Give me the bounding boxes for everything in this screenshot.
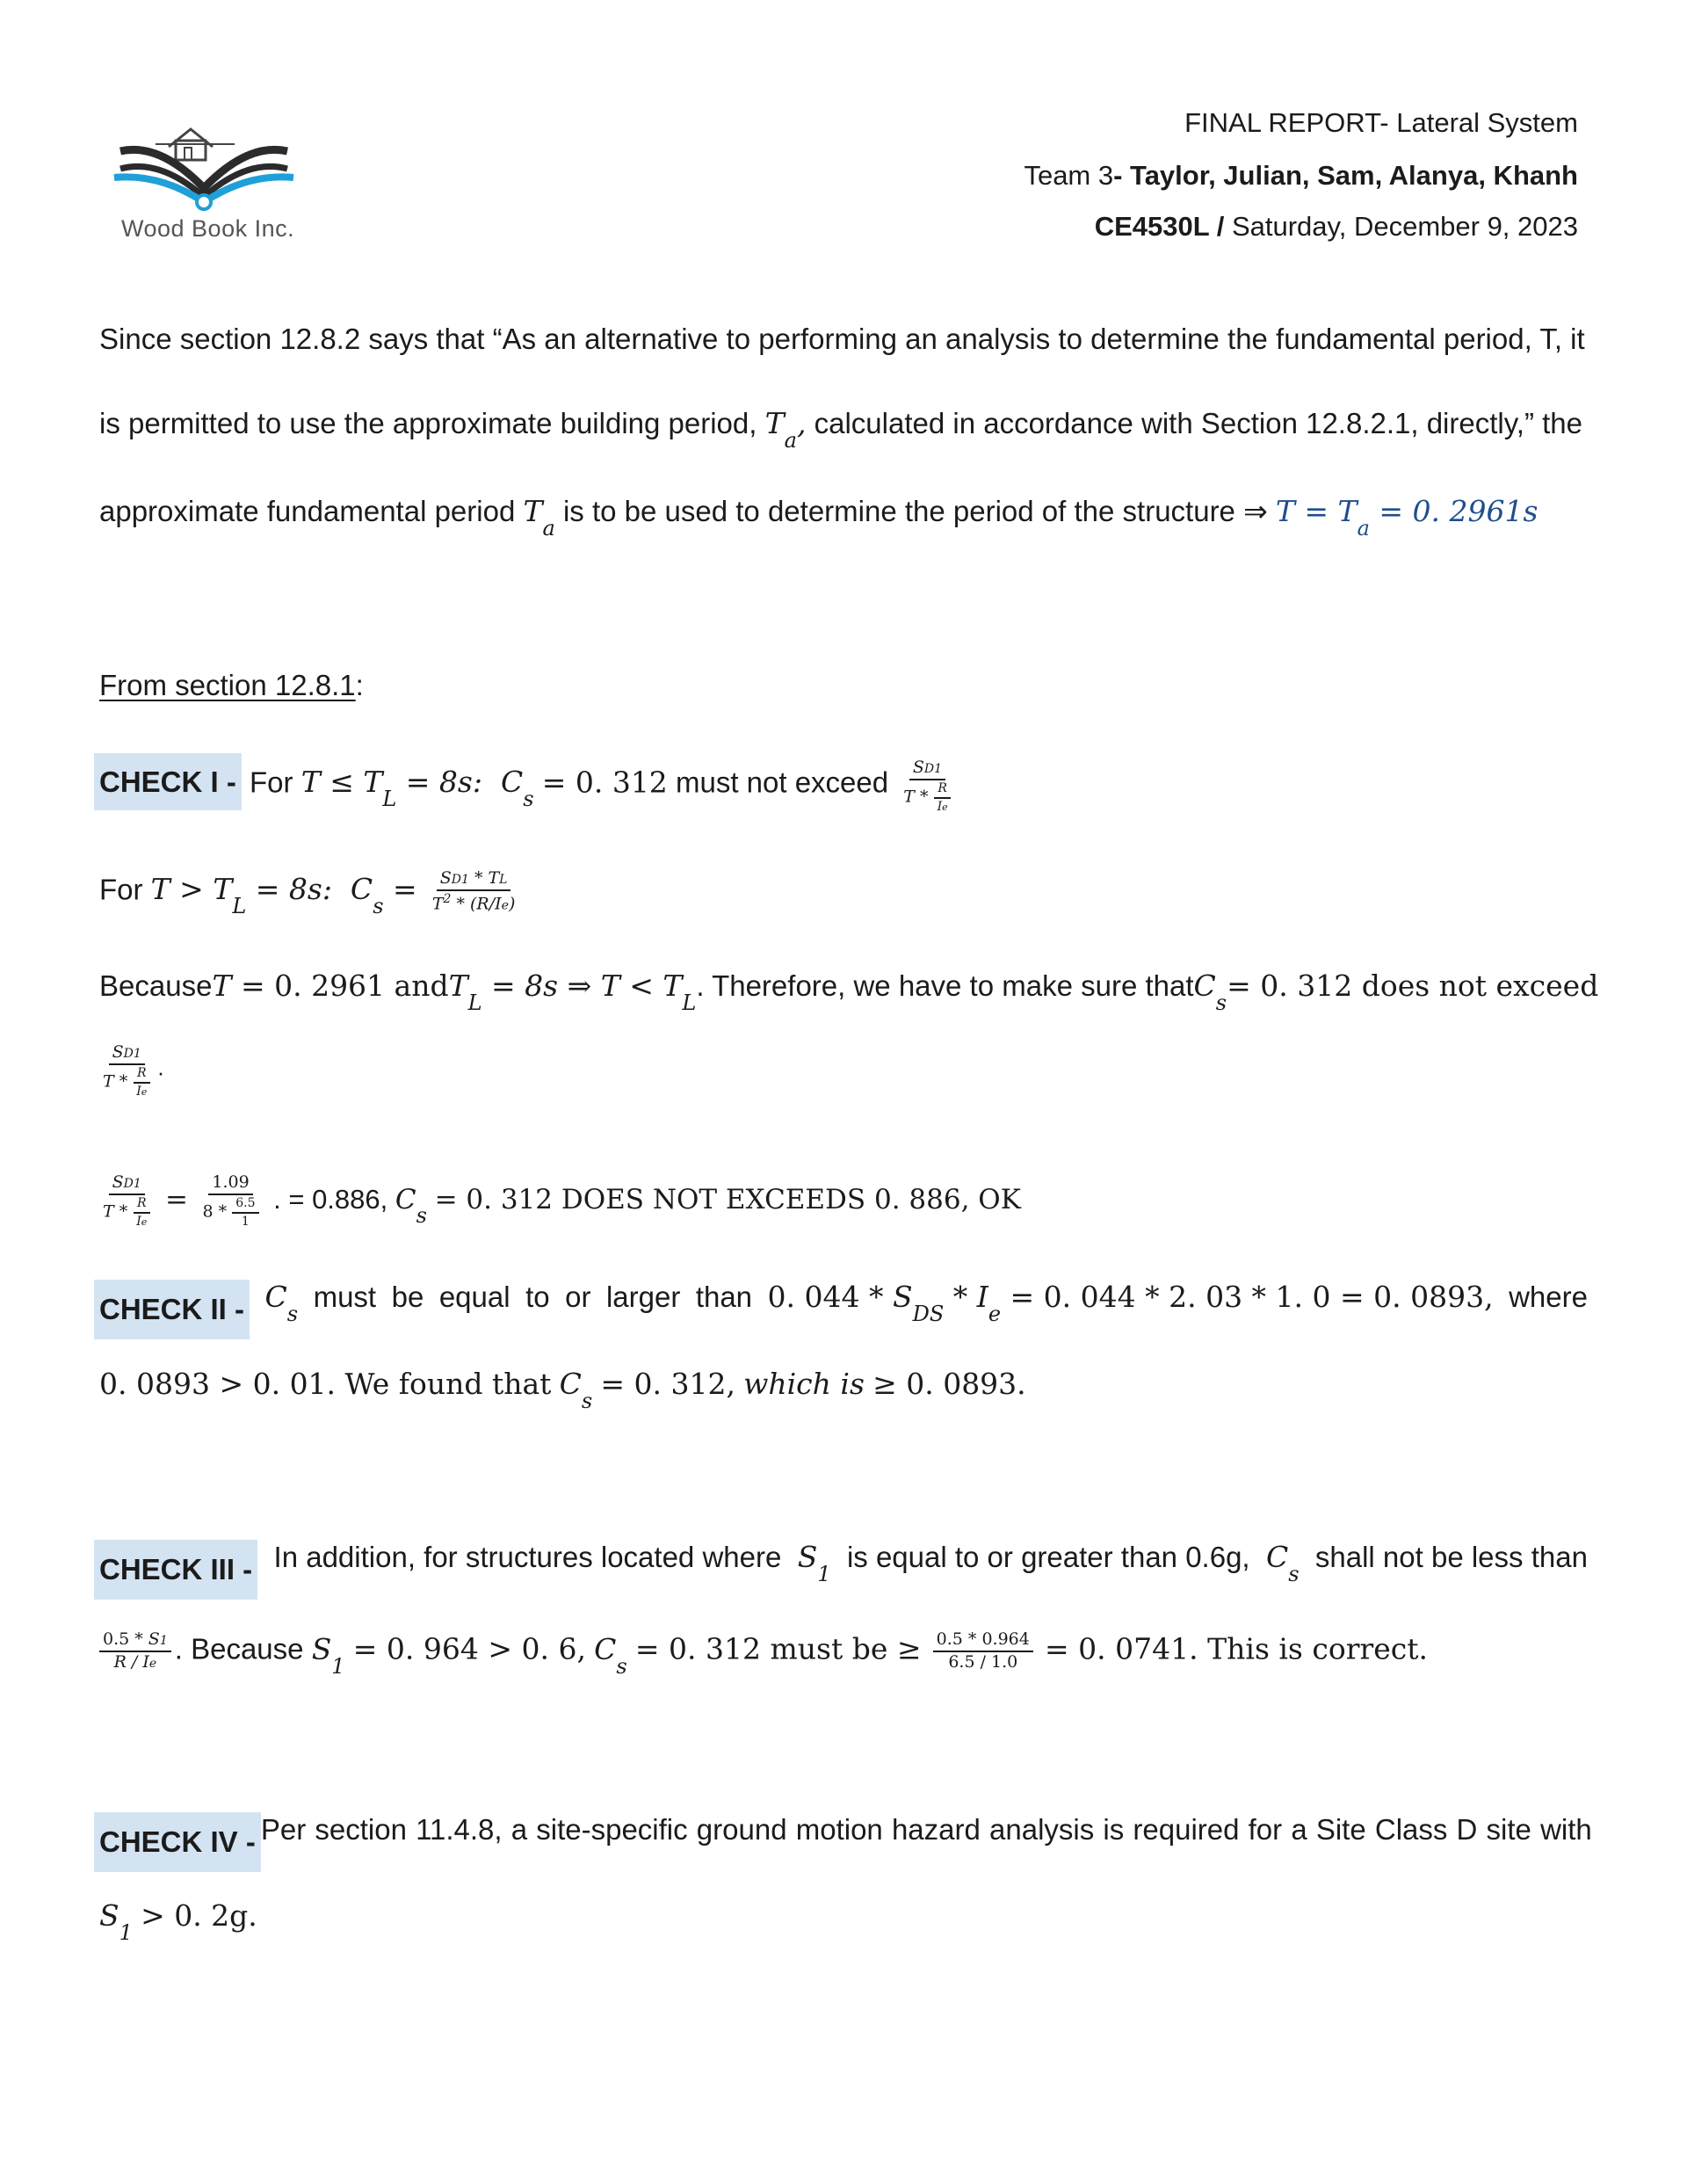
check3-result: = 0. 0741. This is correct. [1045, 1631, 1429, 1666]
check2-word-6: than [695, 1281, 753, 1313]
check1-t-eq: = 0. 2961 and [240, 969, 449, 1003]
check4-cmp: > 0. 2g. [141, 1898, 257, 1933]
check3-s1-2: $S_1$ [311, 1631, 345, 1679]
team-members: - Taylor, Julian, Sam, Alanya, Khanh [1113, 160, 1578, 191]
check2-text-2a: 0. 0893 > 0. 01. We found that [99, 1367, 552, 1401]
check4-s1: $S_1$ [99, 1898, 133, 1945]
check3-line [99, 1540, 1588, 1600]
check4-label: CHECK IV - [94, 1812, 261, 1872]
math-ta-2: $T_a$ [523, 494, 555, 541]
check1-label: CHECK I - [94, 753, 242, 810]
check4-line-2 [99, 1898, 257, 1945]
check2-word-0: must [313, 1281, 377, 1313]
logo-text: Wood Book Inc. [121, 215, 295, 242]
check3-because: . Because [174, 1632, 304, 1665]
check1-t-value: T = 0. 2961 and [212, 969, 449, 1003]
check2-which-is: which is [743, 1367, 865, 1401]
calc-num: 1.09 [208, 1174, 252, 1195]
check2-expr-value: = 0. 044 * 2. 03 * 1. 0 = 0. 0893, [1010, 1280, 1494, 1314]
book-house-logo-icon [107, 107, 300, 213]
calc-cs: $C_s$ [395, 1183, 427, 1228]
check3-cs: $C_s$ [1265, 1540, 1300, 1586]
check3-min-fraction: $\frac{0.5 * S1}{R / Ie}$ [99, 1631, 171, 1672]
check2-word-2: equal [438, 1281, 510, 1313]
intro-text-3b: is to be used to determine the period of the structure ⇒ [562, 495, 1268, 527]
check1-because-line [99, 969, 1599, 1015]
check1-fraction: SD1 T * $\frac{R}{Ie}$ [900, 759, 954, 813]
check3-value-fraction [933, 1631, 1033, 1672]
team-line [1024, 160, 1578, 192]
report-date: Saturday, December 9, 2023 [1224, 211, 1578, 242]
check4-text: Per section 11.4.8, a site-specific ground motion hazard analysis is required for a Site Class D site with [260, 1813, 1592, 1846]
calc-i: 1 [241, 1214, 250, 1229]
check1-for2-line [99, 868, 522, 919]
check2-word-4: or [565, 1281, 591, 1313]
check1-calc-frac-left: SD1 T * $\frac{R}{Ie}$ [99, 1174, 154, 1228]
check3-cs-cmp: = 0. 312 must be ≥ [634, 1631, 922, 1666]
check1-calc-frac-right [199, 1174, 263, 1228]
check3-text-b: is equal to or greater than 0.6g, [846, 1541, 1250, 1573]
check1-fraction-2: $\frac{SD1 * TL}{T^2 * (R/Ie)}$ [431, 868, 516, 914]
report-title: FINAL REPORT- Lateral System [1184, 107, 1578, 138]
check3-frac-den: 6.5 / 1.0 [948, 1651, 1018, 1672]
intro-text-3a: approximate fundamental period [99, 495, 516, 527]
check2-text-2d: ≥ 0. 0893. [872, 1367, 1026, 1401]
check1-line [99, 758, 959, 814]
check2-text-2b: = 0. 312, [600, 1367, 735, 1401]
company-logo [107, 107, 300, 242]
check2-expr: 0. $044 * S_{DS} * I_e = 0$. 044 * 2. 03 * 1. 0 = 0. 0893, [767, 1280, 1494, 1326]
check2-word-5: larger [605, 1281, 681, 1313]
period-value: = 0. 2961s [1379, 494, 1539, 528]
course-date-line [1095, 211, 1578, 243]
intro-text-1: Since section 12.8.2 says that “As an alternative to performing an analysis to determine the fundamental period, T, it [99, 323, 1585, 355]
check3-s1: $S_1$ [797, 1540, 831, 1586]
check2-line [99, 1280, 1588, 1339]
period-equation: $T = T_a = 0$. 2961s [1275, 494, 1539, 541]
math-ta: $T_a$, [764, 406, 807, 453]
intro-text-2a: is permitted to use the approximate building period, [99, 407, 757, 439]
check1-condition: $T \le T_L = 8s$: $C_s$ [300, 765, 534, 812]
check3-text-c: shall not be less than [1314, 1541, 1588, 1573]
check2-cs: $C_s$ [264, 1280, 299, 1326]
check3-frac-num: 0.5 * 0.964 [933, 1631, 1033, 1652]
check1-therefore: . Therefore, we have to make sure that [696, 969, 1194, 1002]
check1-not-exceed: = 0. 312 does not exceed [1227, 969, 1599, 1003]
check1-cs-value: = 0. 312 [541, 765, 668, 800]
check1-cs: $C_s$ [1193, 969, 1227, 1015]
check2-cs-2: $C_s$ [559, 1367, 593, 1413]
check1-ratio-fraction: SD1 T * $\frac{R}{Ie}$ . [103, 1042, 164, 1099]
check1-condition-2: $T > T_L = 8s$: $C_s$ = [150, 872, 417, 919]
check1-tl-cmp: $T_L = 8s$ ⇒ $T < T_L$ [448, 969, 697, 1015]
check3-line-2 [99, 1629, 1429, 1679]
section-heading-text: From section 12.8.1 [99, 669, 356, 701]
check1-for: For [250, 765, 293, 799]
check1-calc-line: SD1 T * $\frac{R}{Ie}$ = 1.09 8 * $\frac{6.5}{1}$ . = 0.886, $C_s = 0$. 312 DOES NOT EXCEEDS 0. 886, OK [99, 1174, 1021, 1228]
calc-r: 6.5 [232, 1197, 258, 1214]
calc-den: 8 * [202, 1201, 228, 1222]
calc-conclusion: = 0. 312 DOES NOT EXCEEDS 0. 886, OK [434, 1183, 1021, 1215]
check4-line [99, 1812, 1592, 1872]
check3-cs-2: $C_s$ [594, 1631, 627, 1679]
calc-result: . = 0.886, [273, 1183, 388, 1215]
check1-must-not-exceed: must not exceed [675, 765, 889, 799]
intro-text-2b: calculated in accordance with Section 12.8.2.1, directly,” the [814, 407, 1582, 439]
check3-label: CHECK III - [94, 1540, 257, 1600]
check1-for2: For [99, 873, 143, 906]
section-heading: From section 12.8.1: [99, 669, 364, 701]
team-prefix: Team 3 [1024, 160, 1114, 191]
check2-line-2 [99, 1367, 1026, 1413]
check3-text-a: In addition, for structures located where [273, 1541, 782, 1573]
check1-because: Because [99, 969, 213, 1002]
intro-line-2 [99, 406, 1582, 453]
intro-line-1 [99, 322, 1585, 357]
check3-s1-cmp: = 0. 964 > 0. 6, [352, 1631, 586, 1666]
check2-word-3: to [525, 1281, 550, 1313]
course-code: CE4530L / [1094, 211, 1225, 242]
check2-word-1: be [391, 1281, 424, 1313]
check2-where: where [1509, 1281, 1588, 1313]
check2-label: CHECK II - [94, 1280, 250, 1339]
intro-line-3 [99, 494, 1539, 541]
